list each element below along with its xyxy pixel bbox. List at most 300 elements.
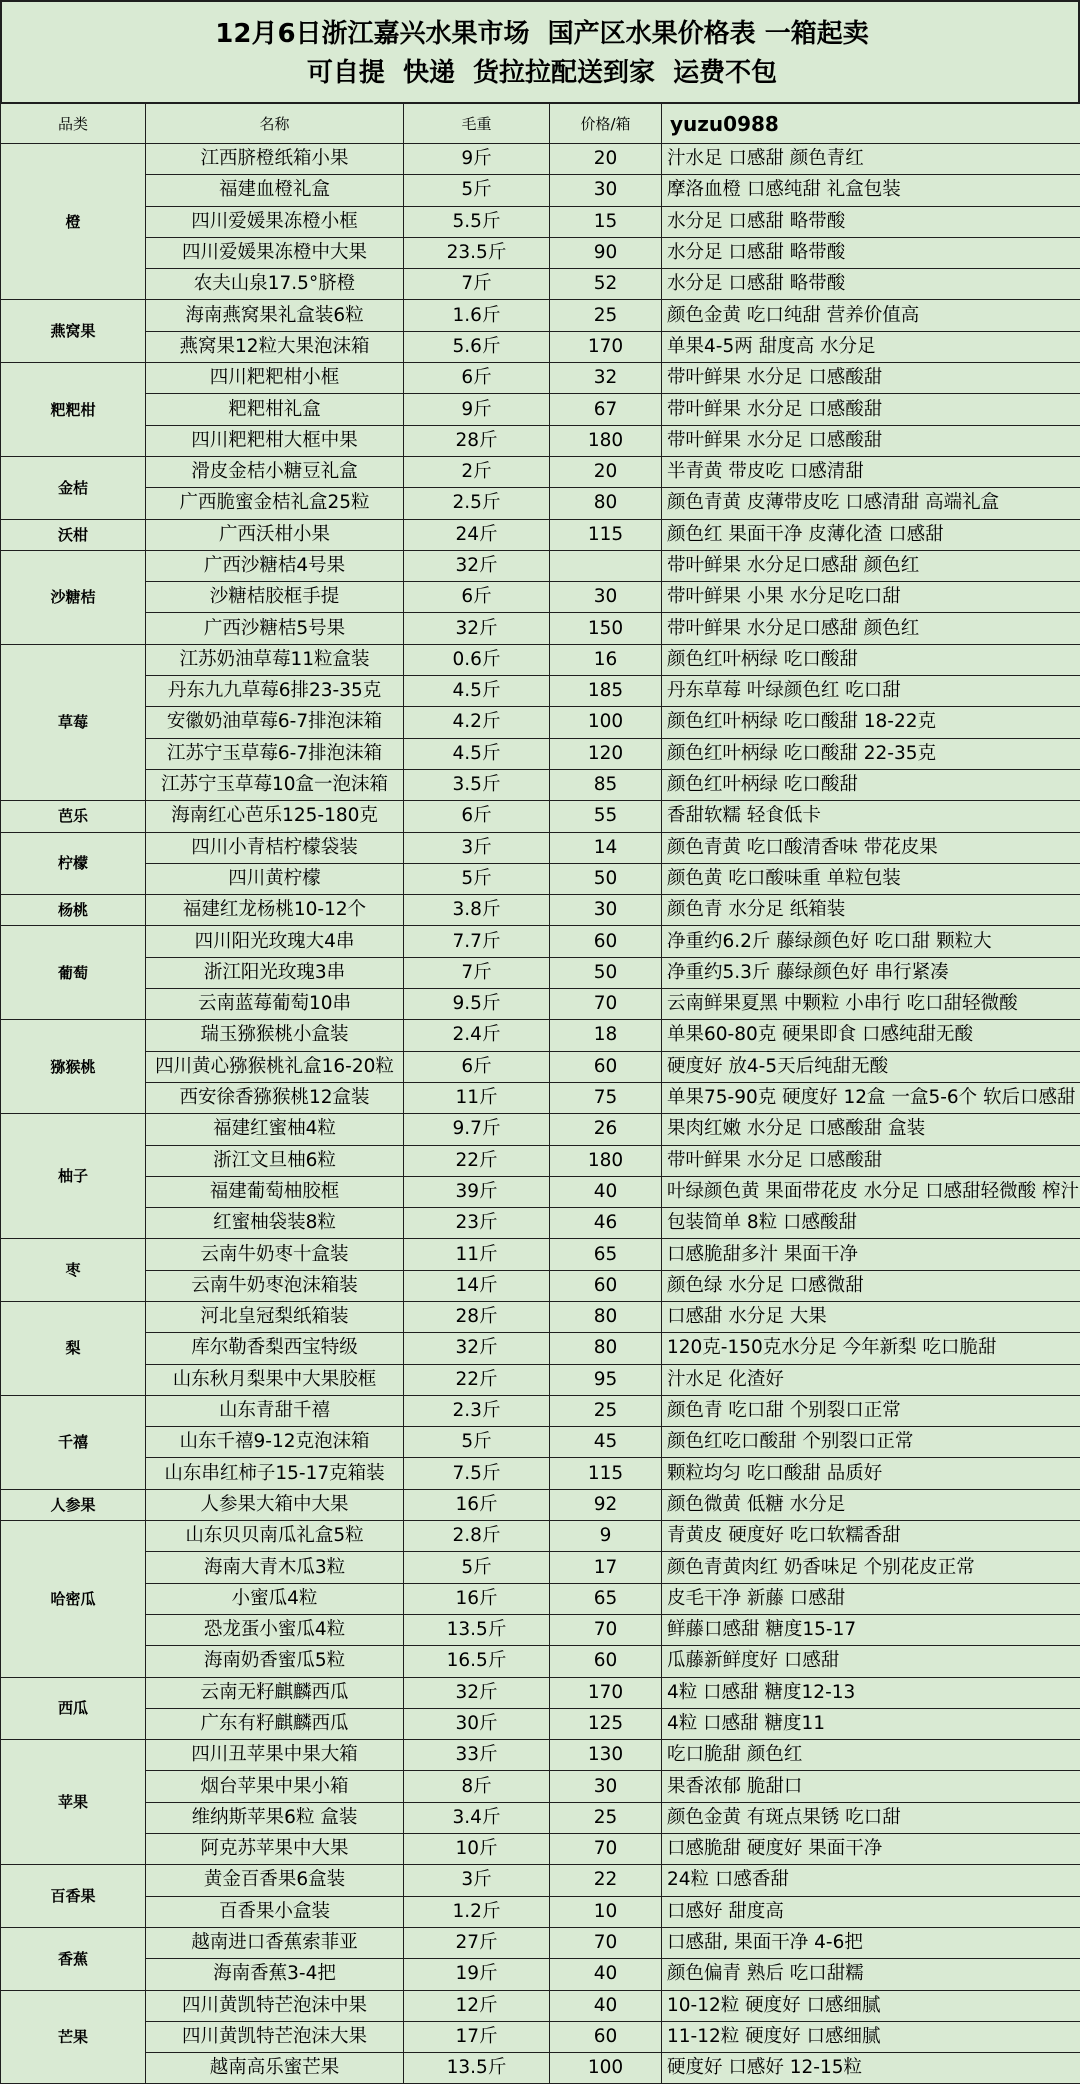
header-category: 品类 (1, 104, 146, 144)
note-cell: 颜色青黄 吃口酸清香味 带花皮果 (662, 832, 1080, 863)
table-row (1, 1239, 1080, 1270)
weight-cell: 16斤 (404, 1489, 550, 1520)
table-header-row (1, 104, 1080, 144)
table-row (1, 1114, 1080, 1145)
note-cell: 带叶鲜果 水分足口感甜 颜色红 (662, 613, 1080, 644)
note-cell: 带叶鲜果 小果 水分足吃口甜 (662, 582, 1080, 613)
note-cell: 口感甜, 果面干净 4-6把 (662, 1927, 1080, 1958)
price-cell: 30 (550, 1771, 662, 1802)
price-cell: 46 (550, 1208, 662, 1239)
weight-cell: 4.2斤 (404, 707, 550, 738)
table-row (1, 1521, 1080, 1552)
price-cell: 80 (550, 1333, 662, 1364)
price-cell: 70 (550, 989, 662, 1020)
category-cell: 橙 (1, 144, 146, 300)
table-row (1, 801, 1080, 832)
note-cell: 汁水足 化渣好 (662, 1364, 1080, 1395)
weight-cell: 32斤 (404, 1677, 550, 1708)
price-cell: 185 (550, 676, 662, 707)
table-row (1, 1959, 1080, 1990)
note-cell: 包装简单 8粒 口感酸甜 (662, 1208, 1080, 1239)
price-cell: 10 (550, 1896, 662, 1927)
name-cell: 山东秋月梨果中大果胶框 (146, 1364, 404, 1395)
weight-cell: 14斤 (404, 1270, 550, 1301)
note-cell: 120克-150克水分足 今年新梨 吃口脆甜 (662, 1333, 1080, 1364)
table-row (1, 2053, 1080, 2084)
weight-cell: 2.5斤 (404, 488, 550, 519)
weight-cell: 22斤 (404, 1364, 550, 1395)
weight-cell: 23斤 (404, 1208, 550, 1239)
price-cell: 40 (550, 1990, 662, 2021)
name-cell: 农夫山泉17.5°脐橙 (146, 269, 404, 300)
weight-cell: 6斤 (404, 582, 550, 613)
weight-cell: 5斤 (404, 1427, 550, 1458)
name-cell: 滑皮金桔小糖豆礼盒 (146, 456, 404, 487)
price-cell: 60 (550, 1646, 662, 1677)
weight-cell: 12斤 (404, 1990, 550, 2021)
note-cell: 4粒 口感甜 糖度11 (662, 1708, 1080, 1739)
table-row (1, 1051, 1080, 1082)
name-cell: 四川黄凯特芒泡沫中果 (146, 1990, 404, 2021)
title-line-2: 可自提 快递 货拉拉配送到家 运费不包 (2, 57, 1080, 89)
name-cell: 瑞玉猕猴桃小盒装 (146, 1020, 404, 1051)
note-cell: 皮毛干净 新藤 口感甜 (662, 1583, 1080, 1614)
name-cell: 江苏宁玉草莓10盒一泡沫箱 (146, 769, 404, 800)
name-cell: 浙江阳光玫瑰3串 (146, 957, 404, 988)
price-cell: 120 (550, 738, 662, 769)
name-cell: 四川爱媛果冻橙小框 (146, 206, 404, 237)
name-cell: 海南大青木瓜3粒 (146, 1552, 404, 1583)
table-row (1, 331, 1080, 362)
table-row (1, 456, 1080, 487)
name-cell: 越南进口香蕉索菲亚 (146, 1927, 404, 1958)
note-cell: 口感脆甜 硬度好 果面干净 (662, 1834, 1080, 1865)
name-cell: 丹东九九草莓6排23-35克 (146, 676, 404, 707)
name-cell: 广西脆蜜金桔礼盒25粒 (146, 488, 404, 519)
note-cell: 颜色偏青 熟后 吃口甜糯 (662, 1959, 1080, 1990)
price-cell: 30 (550, 582, 662, 613)
table-row (1, 989, 1080, 1020)
name-cell: 福建红龙杨桃10-12个 (146, 895, 404, 926)
weight-cell: 17斤 (404, 2021, 550, 2052)
note-cell: 颜色红叶柄绿 吃口酸甜 (662, 769, 1080, 800)
price-cell: 170 (550, 331, 662, 362)
price-cell: 180 (550, 1145, 662, 1176)
table-row (1, 1834, 1080, 1865)
price-cell: 125 (550, 1708, 662, 1739)
price-cell: 45 (550, 1427, 662, 1458)
price-cell: 55 (550, 801, 662, 832)
note-cell: 硬度好 口感好 12-15粒 (662, 2053, 1080, 2084)
category-cell: 千禧 (1, 1395, 146, 1489)
table-row (1, 425, 1080, 456)
note-cell: 水分足 口感甜 略带酸 (662, 269, 1080, 300)
table-row (1, 519, 1080, 550)
name-cell: 红蜜柚袋装8粒 (146, 1208, 404, 1239)
name-cell: 山东贝贝南瓜礼盒5粒 (146, 1521, 404, 1552)
table-row (1, 863, 1080, 894)
price-cell: 90 (550, 237, 662, 268)
weight-cell: 7斤 (404, 957, 550, 988)
table-row (1, 832, 1080, 863)
weight-cell: 11斤 (404, 1082, 550, 1113)
weight-cell: 33斤 (404, 1740, 550, 1771)
weight-cell: 2.8斤 (404, 1521, 550, 1552)
note-cell: 颜色青黄 皮薄带皮吃 口感清甜 高端礼盒 (662, 488, 1080, 519)
price-cell: 40 (550, 1176, 662, 1207)
name-cell: 云南牛奶枣十盒装 (146, 1239, 404, 1270)
table-row (1, 738, 1080, 769)
weight-cell: 7斤 (404, 269, 550, 300)
weight-cell: 27斤 (404, 1927, 550, 1958)
name-cell: 四川粑粑柑小框 (146, 363, 404, 394)
weight-cell: 3.5斤 (404, 769, 550, 800)
name-cell: 四川黄凯特芒泡沫大果 (146, 2021, 404, 2052)
name-cell: 烟台苹果中果小箱 (146, 1771, 404, 1802)
table-row (1, 144, 1080, 175)
price-cell: 65 (550, 1239, 662, 1270)
category-cell: 沙糖桔 (1, 550, 146, 644)
name-cell: 山东青甜千禧 (146, 1395, 404, 1426)
name-cell: 福建血橙礼盒 (146, 175, 404, 206)
table-row (1, 1020, 1080, 1051)
price-cell: 92 (550, 1489, 662, 1520)
price-cell: 14 (550, 832, 662, 863)
price-cell: 95 (550, 1364, 662, 1395)
table-row (1, 206, 1080, 237)
price-cell: 67 (550, 394, 662, 425)
note-cell: 颜色红吃口酸甜 个别裂口正常 (662, 1427, 1080, 1458)
price-cell: 100 (550, 2053, 662, 2084)
price-table (0, 103, 1080, 2084)
weight-cell: 23.5斤 (404, 237, 550, 268)
category-cell: 草莓 (1, 644, 146, 800)
table-row (1, 175, 1080, 206)
name-cell: 广西沃柑小果 (146, 519, 404, 550)
name-cell: 四川粑粑柑大框中果 (146, 425, 404, 456)
note-cell: 摩洛血橙 口感纯甜 礼盒包装 (662, 175, 1080, 206)
name-cell: 云南牛奶枣泡沫箱装 (146, 1270, 404, 1301)
price-cell: 170 (550, 1677, 662, 1708)
weight-cell: 9.5斤 (404, 989, 550, 1020)
note-cell: 果香浓郁 脆甜口 (662, 1771, 1080, 1802)
note-cell: 净重约5.3斤 藤绿颜色好 串行紧凑 (662, 957, 1080, 988)
price-cell: 17 (550, 1552, 662, 1583)
weight-cell: 10斤 (404, 1834, 550, 1865)
note-cell: 单果4-5两 甜度高 水分足 (662, 331, 1080, 362)
price-cell: 115 (550, 519, 662, 550)
table-row (1, 1896, 1080, 1927)
price-cell: 70 (550, 1834, 662, 1865)
price-cell: 15 (550, 206, 662, 237)
price-cell: 150 (550, 613, 662, 644)
note-cell: 口感甜 水分足 大果 (662, 1301, 1080, 1332)
price-cell: 20 (550, 144, 662, 175)
weight-cell: 9斤 (404, 144, 550, 175)
weight-cell: 32斤 (404, 1333, 550, 1364)
table-row (1, 1740, 1080, 1771)
note-cell: 汁水足 口感甜 颜色青红 (662, 144, 1080, 175)
weight-cell: 11斤 (404, 1239, 550, 1270)
table-row (1, 644, 1080, 675)
price-cell: 80 (550, 1301, 662, 1332)
table-row (1, 363, 1080, 394)
name-cell: 福建红蜜柚4粒 (146, 1114, 404, 1145)
weight-cell: 16.5斤 (404, 1646, 550, 1677)
price-cell: 80 (550, 488, 662, 519)
table-row (1, 394, 1080, 425)
weight-cell: 2斤 (404, 456, 550, 487)
note-cell: 颜色青 吃口甜 个别裂口正常 (662, 1395, 1080, 1426)
name-cell: 海南奶香蜜瓜5粒 (146, 1646, 404, 1677)
name-cell: 海南燕窝果礼盒装6粒 (146, 300, 404, 331)
table-row (1, 1364, 1080, 1395)
header-name: 名称 (146, 104, 404, 144)
price-cell (550, 550, 662, 581)
weight-cell: 3斤 (404, 1865, 550, 1896)
weight-cell: 28斤 (404, 425, 550, 456)
note-cell: 单果60-80克 硬果即食 口感纯甜无酸 (662, 1020, 1080, 1051)
weight-cell: 9斤 (404, 394, 550, 425)
category-cell: 芭乐 (1, 801, 146, 832)
weight-cell: 32斤 (404, 613, 550, 644)
category-cell: 枣 (1, 1239, 146, 1302)
name-cell: 阿克苏苹果中大果 (146, 1834, 404, 1865)
table-row (1, 237, 1080, 268)
price-cell: 25 (550, 1395, 662, 1426)
price-cell: 25 (550, 1802, 662, 1833)
table-row (1, 1708, 1080, 1739)
note-cell: 云南鲜果夏黑 中颗粒 小串行 吃口甜轻微酸 (662, 989, 1080, 1020)
table-row (1, 2021, 1080, 2052)
price-cell: 20 (550, 456, 662, 487)
table-row (1, 1301, 1080, 1332)
weight-cell: 9.7斤 (404, 1114, 550, 1145)
weight-cell: 2.3斤 (404, 1395, 550, 1426)
table-row (1, 1583, 1080, 1614)
note-cell: 带叶鲜果 水分足 口感酸甜 (662, 363, 1080, 394)
weight-cell: 6斤 (404, 1051, 550, 1082)
note-cell: 净重约6.2斤 藤绿颜色好 吃口甜 颗粒大 (662, 926, 1080, 957)
name-cell: 云南无籽麒麟西瓜 (146, 1677, 404, 1708)
note-cell: 吃口脆甜 颜色红 (662, 1740, 1080, 1771)
note-cell: 颗粒均匀 吃口酸甜 品质好 (662, 1458, 1080, 1489)
weight-cell: 2.4斤 (404, 1020, 550, 1051)
name-cell: 海南香蕉3-4把 (146, 1959, 404, 1990)
weight-cell: 32斤 (404, 550, 550, 581)
category-cell: 西瓜 (1, 1677, 146, 1740)
weight-cell: 3.8斤 (404, 895, 550, 926)
weight-cell: 28斤 (404, 1301, 550, 1332)
note-cell: 带叶鲜果 水分足 口感酸甜 (662, 394, 1080, 425)
table-row (1, 582, 1080, 613)
table-row (1, 1395, 1080, 1426)
table-row (1, 1333, 1080, 1364)
category-cell: 苹果 (1, 1740, 146, 1865)
weight-cell: 4.5斤 (404, 676, 550, 707)
table-row (1, 613, 1080, 644)
weight-cell: 1.6斤 (404, 300, 550, 331)
category-cell: 葡萄 (1, 926, 146, 1020)
note-cell: 11-12粒 硬度好 口感细腻 (662, 2021, 1080, 2052)
table-row (1, 550, 1080, 581)
name-cell: 维纳斯苹果6粒 盒装 (146, 1802, 404, 1833)
table-row (1, 1677, 1080, 1708)
price-cell: 60 (550, 926, 662, 957)
table-row (1, 707, 1080, 738)
price-cell: 16 (550, 644, 662, 675)
note-cell: 颜色黄 吃口酸味重 单粒包装 (662, 863, 1080, 894)
category-cell: 沃柑 (1, 519, 146, 550)
weight-cell: 7.7斤 (404, 926, 550, 957)
name-cell: 人参果大箱中大果 (146, 1489, 404, 1520)
price-cell: 60 (550, 1270, 662, 1301)
note-cell: 丹东草莓 叶绿颜色红 吃口甜 (662, 676, 1080, 707)
note-cell: 水分足 口感甜 略带酸 (662, 206, 1080, 237)
table-row (1, 926, 1080, 957)
note-cell: 24粒 口感香甜 (662, 1865, 1080, 1896)
weight-cell: 8斤 (404, 1771, 550, 1802)
table-row (1, 300, 1080, 331)
table-row (1, 1489, 1080, 1520)
name-cell: 四川黄柠檬 (146, 863, 404, 894)
table-row (1, 957, 1080, 988)
note-cell: 水分足 口感甜 略带酸 (662, 237, 1080, 268)
name-cell: 安徽奶油草莓6-7排泡沫箱 (146, 707, 404, 738)
weight-cell: 30斤 (404, 1708, 550, 1739)
weight-cell: 16斤 (404, 1583, 550, 1614)
table-row (1, 769, 1080, 800)
price-cell: 22 (550, 1865, 662, 1896)
name-cell: 燕窝果12粒大果泡沫箱 (146, 331, 404, 362)
table-row (1, 1802, 1080, 1833)
table-row (1, 1614, 1080, 1645)
weight-cell: 5斤 (404, 175, 550, 206)
note-cell: 带叶鲜果 水分足 口感酸甜 (662, 1145, 1080, 1176)
note-cell: 颜色金黄 吃口纯甜 营养价值高 (662, 300, 1080, 331)
price-cell: 25 (550, 300, 662, 331)
weight-cell: 13.5斤 (404, 2053, 550, 2084)
note-cell: 口感脆甜多汁 果面干净 (662, 1239, 1080, 1270)
name-cell: 广西沙糖桔5号果 (146, 613, 404, 644)
table-row (1, 1458, 1080, 1489)
table-row (1, 1990, 1080, 2021)
category-cell: 燕窝果 (1, 300, 146, 363)
name-cell: 小蜜瓜4粒 (146, 1583, 404, 1614)
table-row (1, 488, 1080, 519)
weight-cell: 5.6斤 (404, 331, 550, 362)
header-notes: yuzu0988 (662, 104, 1080, 144)
note-cell: 叶绿颜色黄 果面带花皮 水分足 口感甜轻微酸 榨汁 (662, 1176, 1080, 1207)
price-cell: 75 (550, 1082, 662, 1113)
category-cell: 柠檬 (1, 832, 146, 895)
category-cell: 百香果 (1, 1865, 146, 1928)
category-cell: 金桔 (1, 456, 146, 519)
table-row (1, 1176, 1080, 1207)
note-cell: 口感好 甜度高 (662, 1896, 1080, 1927)
weight-cell: 0.6斤 (404, 644, 550, 675)
price-cell: 60 (550, 2021, 662, 2052)
note-cell: 颜色红叶柄绿 吃口酸甜 (662, 644, 1080, 675)
price-cell: 18 (550, 1020, 662, 1051)
name-cell: 沙糖桔胶框手提 (146, 582, 404, 613)
note-cell: 硬度好 放4-5天后纯甜无酸 (662, 1051, 1080, 1082)
name-cell: 江西脐橙纸箱小果 (146, 144, 404, 175)
price-cell: 40 (550, 1959, 662, 1990)
weight-cell: 22斤 (404, 1145, 550, 1176)
name-cell: 福建葡萄柚胶框 (146, 1176, 404, 1207)
table-row (1, 1427, 1080, 1458)
name-cell: 黄金百香果6盒装 (146, 1865, 404, 1896)
weight-cell: 24斤 (404, 519, 550, 550)
note-cell: 颜色微黄 低糖 水分足 (662, 1489, 1080, 1520)
category-cell: 芒果 (1, 1990, 146, 2084)
weight-cell: 1.2斤 (404, 1896, 550, 1927)
price-cell: 30 (550, 895, 662, 926)
price-cell: 70 (550, 1927, 662, 1958)
note-cell: 带叶鲜果 水分足口感甜 颜色红 (662, 550, 1080, 581)
note-cell: 颜色红叶柄绿 吃口酸甜 18-22克 (662, 707, 1080, 738)
name-cell: 河北皇冠梨纸箱装 (146, 1301, 404, 1332)
price-cell: 180 (550, 425, 662, 456)
name-cell: 四川小青桔柠檬袋装 (146, 832, 404, 863)
name-cell: 海南红心芭乐125-180克 (146, 801, 404, 832)
header-price: 价格/箱 (550, 104, 662, 144)
price-cell: 65 (550, 1583, 662, 1614)
price-table-body (1, 104, 1080, 2084)
name-cell: 四川黄心猕猴桃礼盒16-20粒 (146, 1051, 404, 1082)
price-cell: 60 (550, 1051, 662, 1082)
table-row (1, 269, 1080, 300)
weight-cell: 39斤 (404, 1176, 550, 1207)
price-cell: 26 (550, 1114, 662, 1145)
weight-cell: 5斤 (404, 1552, 550, 1583)
note-cell: 颜色绿 水分足 口感微甜 (662, 1270, 1080, 1301)
header-weight: 毛重 (404, 104, 550, 144)
weight-cell: 4.5斤 (404, 738, 550, 769)
name-cell: 山东串红柿子15-17克箱装 (146, 1458, 404, 1489)
category-cell: 粑粑柑 (1, 363, 146, 457)
title-block (0, 0, 1080, 104)
name-cell: 山东千禧9-12克泡沫箱 (146, 1427, 404, 1458)
note-cell: 瓜藤新鲜度好 口感甜 (662, 1646, 1080, 1677)
title-line-1: 12月6日浙江嘉兴水果市场 国产区水果价格表 一箱起卖 (2, 18, 1080, 50)
note-cell: 颜色红 果面干净 皮薄化渣 口感甜 (662, 519, 1080, 550)
name-cell: 西安徐香猕猴桃12盒装 (146, 1082, 404, 1113)
table-row (1, 1771, 1080, 1802)
note-cell: 鲜藤口感甜 糖度15-17 (662, 1614, 1080, 1645)
price-cell: 85 (550, 769, 662, 800)
name-cell: 恐龙蛋小蜜瓜4粒 (146, 1614, 404, 1645)
category-cell: 人参果 (1, 1489, 146, 1520)
table-row (1, 1646, 1080, 1677)
price-cell: 50 (550, 957, 662, 988)
category-cell: 哈密瓜 (1, 1521, 146, 1677)
weight-cell: 3.4斤 (404, 1802, 550, 1833)
weight-cell: 19斤 (404, 1959, 550, 1990)
note-cell: 带叶鲜果 水分足 口感酸甜 (662, 425, 1080, 456)
table-row (1, 895, 1080, 926)
category-cell: 梨 (1, 1301, 146, 1395)
price-cell: 70 (550, 1614, 662, 1645)
weight-cell: 5斤 (404, 863, 550, 894)
price-cell: 50 (550, 863, 662, 894)
name-cell: 江苏奶油草莓11粒盒装 (146, 644, 404, 675)
name-cell: 广东有籽麒麟西瓜 (146, 1708, 404, 1739)
note-cell: 4粒 口感甜 糖度12-13 (662, 1677, 1080, 1708)
weight-cell: 3斤 (404, 832, 550, 863)
table-row (1, 1927, 1080, 1958)
